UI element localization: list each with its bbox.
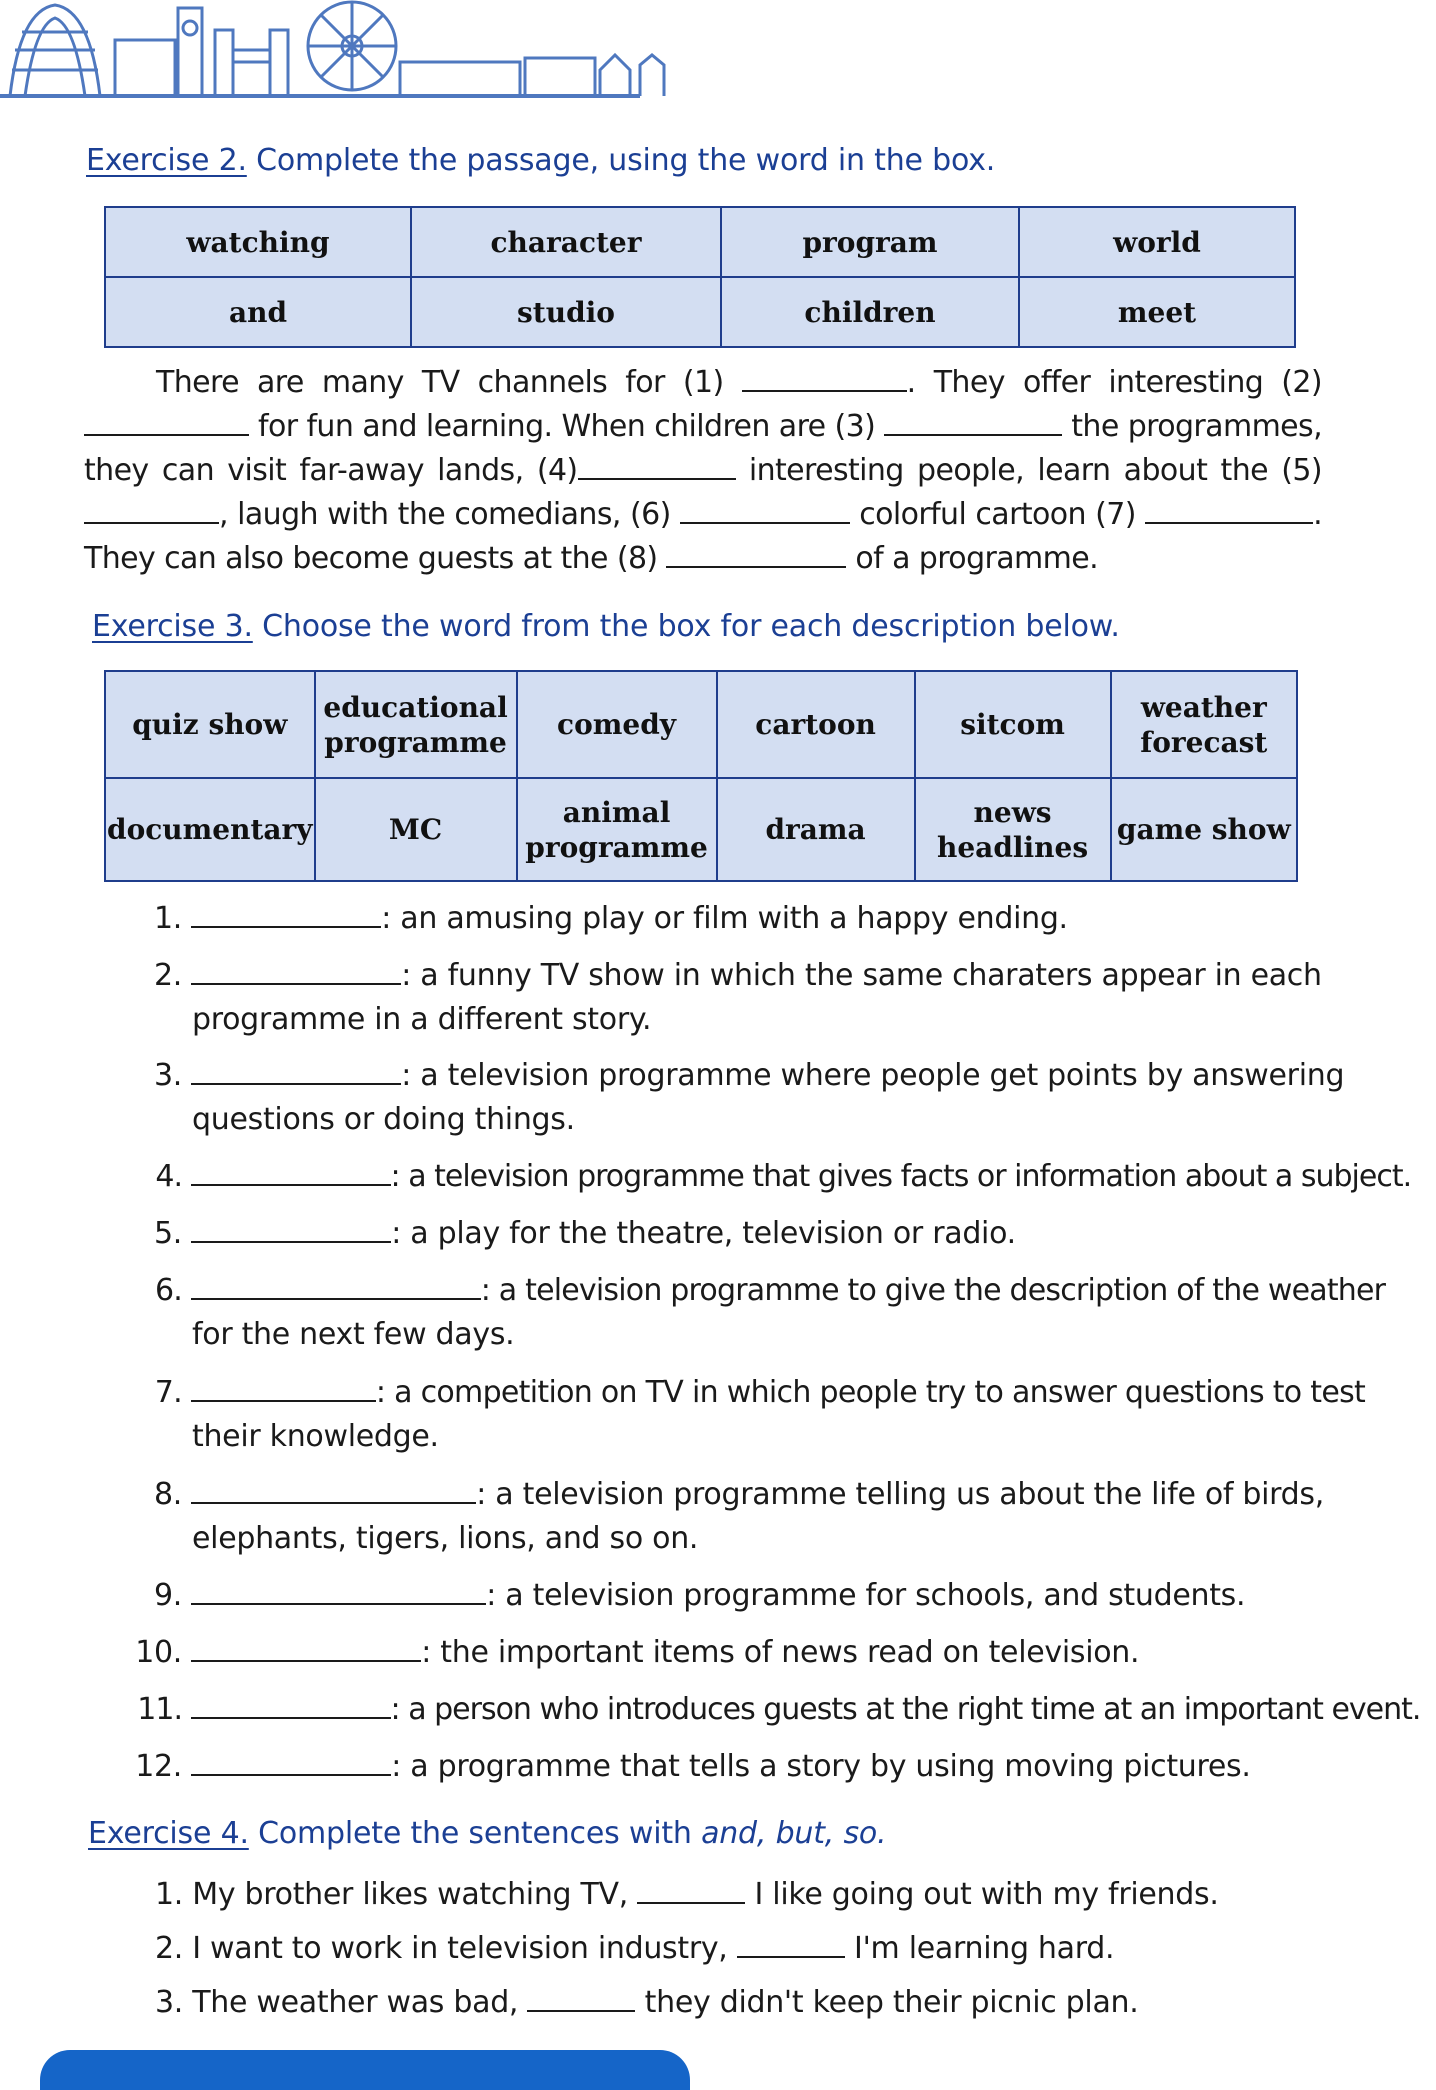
word-box-cell: program (721, 207, 1019, 277)
blank-5[interactable] (84, 496, 219, 524)
word-box-cell: MC (315, 778, 517, 881)
exercise-3-title (92, 609, 1120, 644)
exercise-4-sentence-1 (155, 1874, 1219, 1916)
sentence-3-blank[interactable] (527, 1984, 635, 2012)
exercise-3-item-5 (130, 1213, 1016, 1255)
passage-text: of a programme. (846, 541, 1099, 576)
item-text: : a television programme that gives facts or information about a subject. (390, 1159, 1412, 1194)
exercise-3-item-7 (130, 1372, 1365, 1414)
word-box-cell: children (721, 277, 1019, 347)
word-box-cell: drama (717, 778, 915, 881)
sentence-number: 1. (155, 1877, 184, 1912)
exercise-3-item-10 (130, 1632, 1139, 1674)
word-box-cell: educational programme (315, 671, 517, 778)
item-11-blank[interactable] (191, 1691, 391, 1719)
item-text: : the important items of news read on television. (421, 1635, 1140, 1670)
blank-7[interactable] (1145, 496, 1313, 524)
exercise-3-number: Exercise 3. (92, 609, 253, 644)
item-number: 8. (153, 1477, 182, 1512)
item-number: 11. (137, 1692, 182, 1727)
item-number: 3. (153, 1058, 182, 1093)
word-box-cell: meet (1019, 277, 1295, 347)
passage-text: , laugh with the comedians, (6) (219, 497, 671, 532)
blank-6[interactable] (680, 496, 850, 524)
exercise-3-item-3-continuation: questions or doing things. (192, 1102, 575, 1137)
item-2-blank[interactable] (191, 957, 401, 985)
exercise-4-sentence-3 (155, 1982, 1138, 2024)
exercise-3-item-8 (130, 1474, 1324, 1516)
exercise-3-item-6-continuation: for the next few days. (192, 1317, 515, 1352)
word-box-cell: and (105, 277, 411, 347)
sentence-1-blank[interactable] (637, 1876, 745, 1904)
exercise-4-sentence-2 (155, 1928, 1114, 1970)
exercise-3-item-2-continuation: programme in a different story. (192, 1002, 652, 1037)
word-box-cell: animal programme (517, 778, 717, 881)
blank-4[interactable] (578, 452, 736, 480)
exercise-3-item-7-continuation: their knowledge. (192, 1419, 439, 1454)
word-box-cell: cartoon (717, 671, 915, 778)
item-10-blank[interactable] (191, 1634, 421, 1662)
blank-1[interactable] (742, 364, 907, 392)
exercise-2-instruction: Complete the passage, using the word in the box. (246, 143, 996, 178)
item-number: 4. (155, 1159, 182, 1194)
item-text: : a programme that tells a story by using moving pictures. (391, 1749, 1251, 1784)
exercise-4-instruction-words: and, but, so. (701, 1816, 887, 1851)
item-text: : a television programme for schools, and students. (486, 1578, 1246, 1613)
passage-text: for fun and learning. When children are (3) (249, 409, 876, 444)
item-4-blank[interactable] (191, 1158, 391, 1186)
item-text: : an amusing play or film with a happy ending. (381, 901, 1068, 936)
exercise-2-number: Exercise 2. (86, 143, 247, 178)
item-number: 1. (153, 901, 182, 936)
item-3-blank[interactable] (191, 1057, 401, 1085)
word-box-cell: character (411, 207, 721, 277)
item-7-blank[interactable] (191, 1374, 376, 1402)
exercise-4-number: Exercise 4. (88, 1816, 249, 1851)
item-number: 2. (153, 958, 182, 993)
exercise-2-title (86, 143, 995, 178)
word-box-cell: documentary (105, 778, 315, 881)
exercise-2-passage (84, 361, 1322, 581)
passage-text: . They offer interesting (2) (906, 365, 1323, 400)
passage-text: colorful cartoon (7) (849, 497, 1136, 532)
sentence-text: My brother likes watching TV, (183, 1877, 629, 1912)
word-box-cell: game show (1111, 778, 1297, 881)
sentence-number: 2. (155, 1931, 184, 1966)
word-box-cell: comedy (517, 671, 717, 778)
word-box-cell: world (1019, 207, 1295, 277)
exercise-3-word-box (104, 670, 1298, 882)
blank-2[interactable] (84, 408, 249, 436)
item-text: : a competition on TV in which people try to answer questions to test (375, 1375, 1366, 1410)
passage-text: . They can also become guests at the (8) (84, 497, 1323, 576)
word-box-cell: sitcom (915, 671, 1111, 778)
word-box-cell: quiz show (105, 671, 315, 778)
item-number: 6. (154, 1273, 182, 1308)
exercise-3-instruction: Choose the word from the box for each description below. (252, 609, 1120, 644)
exercise-3-item-11 (130, 1689, 1420, 1731)
exercise-3-item-4 (130, 1156, 1411, 1198)
footer-banner (40, 2050, 690, 2090)
item-1-blank[interactable] (191, 900, 381, 928)
exercise-4-instruction: Complete the sentences with (248, 1816, 702, 1851)
passage-text: interesting people, learn about the (5) (735, 453, 1322, 488)
sentence-2-blank[interactable] (737, 1930, 845, 1958)
item-8-blank[interactable] (191, 1476, 476, 1504)
word-box-cell: news headlines (915, 778, 1111, 881)
passage-text: the programmes, they can visit far-away lands, (4) (84, 409, 1323, 488)
item-text: : a funny TV show in which the same charaters appear in each (401, 958, 1322, 993)
item-5-blank[interactable] (191, 1215, 391, 1243)
sentence-number: 3. (155, 1985, 184, 2020)
word-box-cell: weather forecast (1111, 671, 1297, 778)
header-skyline-illustration (0, 0, 760, 100)
item-text: : a person who introduces guests at the right time at an important event. (390, 1692, 1421, 1727)
passage-text: There are many TV channels for (1) (156, 365, 724, 400)
item-text: : a play for the theatre, television or radio. (391, 1216, 1016, 1251)
item-number: 7. (154, 1375, 182, 1410)
item-9-blank[interactable] (191, 1577, 486, 1605)
item-12-blank[interactable] (191, 1748, 391, 1776)
item-number: 10. (135, 1635, 182, 1670)
sentence-text: I like going out with my friends. (745, 1877, 1219, 1912)
sentence-text: I want to work in television industry, (183, 1931, 728, 1966)
item-number: 9. (153, 1578, 182, 1613)
item-text: : a television programme where people get points by answering (401, 1058, 1345, 1093)
word-box-cell: watching (105, 207, 411, 277)
exercise-3-item-1 (130, 898, 1068, 940)
item-text: : a television programme telling us about the life of birds, (476, 1477, 1324, 1512)
sentence-text: The weather was bad, (183, 1985, 519, 2020)
blank-8[interactable] (666, 540, 846, 568)
sentence-text: they didn't keep their picnic plan. (635, 1985, 1139, 2020)
exercise-3-item-6 (130, 1270, 1385, 1312)
item-text: : a television programme to give the description of the weather (480, 1273, 1386, 1308)
item-number: 5. (153, 1216, 182, 1251)
word-box-cell: studio (411, 277, 721, 347)
exercise-3-item-2 (130, 955, 1322, 997)
exercise-4-title (88, 1816, 886, 1851)
sentence-text: I'm learning hard. (844, 1931, 1115, 1966)
exercise-3-item-8-continuation: elephants, tigers, lions, and so on. (192, 1521, 699, 1556)
exercise-3-item-12 (130, 1746, 1251, 1788)
item-number: 12. (135, 1749, 182, 1784)
blank-3[interactable] (884, 408, 1062, 436)
exercise-3-item-9 (130, 1575, 1245, 1617)
exercise-3-item-3 (130, 1055, 1344, 1097)
exercise-2-word-box (104, 206, 1296, 348)
item-6-blank[interactable] (191, 1272, 481, 1300)
